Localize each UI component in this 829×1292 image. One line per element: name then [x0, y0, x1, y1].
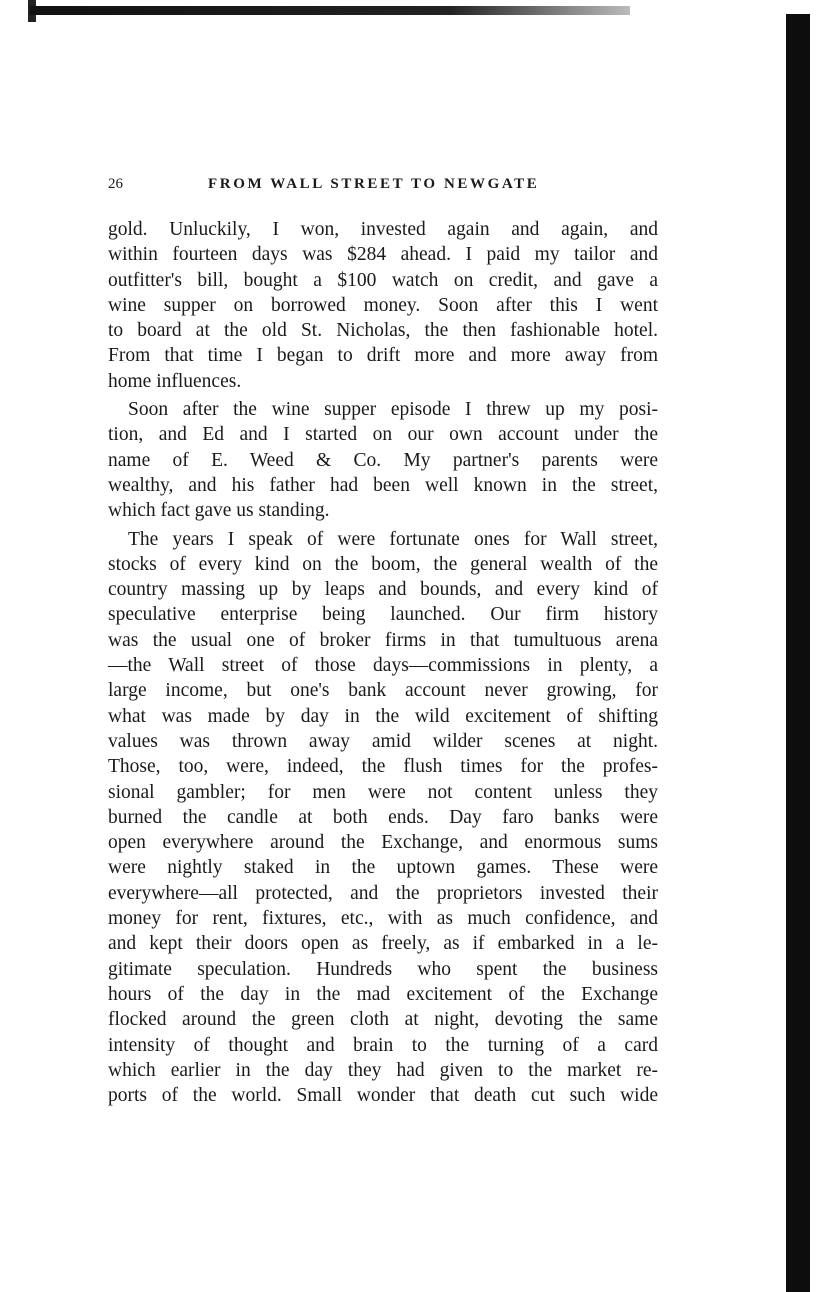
text-line: were nightly staked in the uptown games. These were — [108, 857, 658, 879]
text-line: open everywhere around the Exchange, and enormous sums — [108, 832, 658, 854]
paragraph — [108, 217, 658, 394]
text-line: which fact gave us standing. — [108, 500, 330, 522]
text-line: country massing up by leaps and bounds, and every kind of — [108, 579, 658, 601]
page-number: 26 — [108, 176, 123, 192]
text-line: gitimate speculation. Hundreds who spent the business — [108, 958, 658, 980]
text-line: name of E. Weed & Co. My partner's parents were — [108, 449, 658, 471]
running-title: FROM WALL STREET TO NEWGATE — [208, 176, 540, 192]
text-line: stocks of every kind on the boom, the general wealth of the — [108, 553, 658, 575]
text-line: money for rent, fixtures, etc., with as much confidence, and — [108, 908, 658, 930]
page-header — [108, 176, 658, 200]
text-line: tion, and Ed and I started on our own account under the — [108, 424, 658, 446]
text-line: gold. Unluckily, I won, invested again and again, and — [108, 219, 658, 240]
text-line: —the Wall street of those days—commissions in plenty, a — [108, 655, 658, 677]
text-line: The years I speak of were fortunate ones for Wall street, — [128, 528, 658, 550]
text-line: speculative enterprise being launched. Our firm history — [108, 604, 658, 626]
text-line: From that time I began to drift more and more away from — [108, 345, 658, 367]
text-line: ports of the world. Small wonder that death cut such wide — [108, 1085, 658, 1107]
text-line: everywhere—all protected, and the proprietors invested their — [108, 882, 658, 904]
paragraph — [108, 397, 658, 523]
text-line: sional gambler; for men were not content unless they — [108, 781, 658, 803]
text-line: within fourteen days was $284 ahead. I paid my tailor and — [108, 244, 658, 266]
text-line: flocked around the green cloth at night, devoting the same — [108, 1009, 658, 1031]
text-line: large income, but one's bank account never growing, for — [108, 680, 658, 702]
text-line: what was made by day in the wild excitement of shifting — [108, 705, 658, 727]
text-line: Those, too, were, indeed, the flush times for the profes- — [108, 756, 658, 778]
text-line: home influences. — [108, 370, 242, 392]
page-body — [108, 217, 658, 1111]
text-line: to board at the old St. Nicholas, the then fashionable hotel. — [108, 320, 658, 342]
paragraph — [108, 527, 658, 1109]
text-line: Soon after the wine supper episode I threw up my posi- — [128, 399, 658, 421]
scan-right-border — [786, 14, 810, 1292]
text-line: wealthy, and his father had been well known in the street, — [108, 474, 658, 496]
text-line: values was thrown away amid wilder scenes at night. — [108, 730, 658, 752]
text-line: wine supper on borrowed money. Soon after this I went — [108, 294, 658, 316]
text-line: outfitter's bill, bought a $100 watch on credit, and gave a — [108, 269, 658, 291]
text-line: which earlier in the day they had given to the market re- — [108, 1059, 658, 1081]
text-line: intensity of thought and brain to the turning of a card — [108, 1034, 658, 1056]
scan-top-border — [30, 6, 630, 15]
text-line: and kept their doors open as freely, as if embarked in a le- — [108, 933, 658, 955]
text-line: hours of the day in the mad excitement of the Exchange — [108, 983, 658, 1005]
text-line: burned the candle at both ends. Day faro banks were — [108, 806, 658, 828]
text-line: was the usual one of broker firms in that tumultuous arena — [108, 629, 658, 651]
